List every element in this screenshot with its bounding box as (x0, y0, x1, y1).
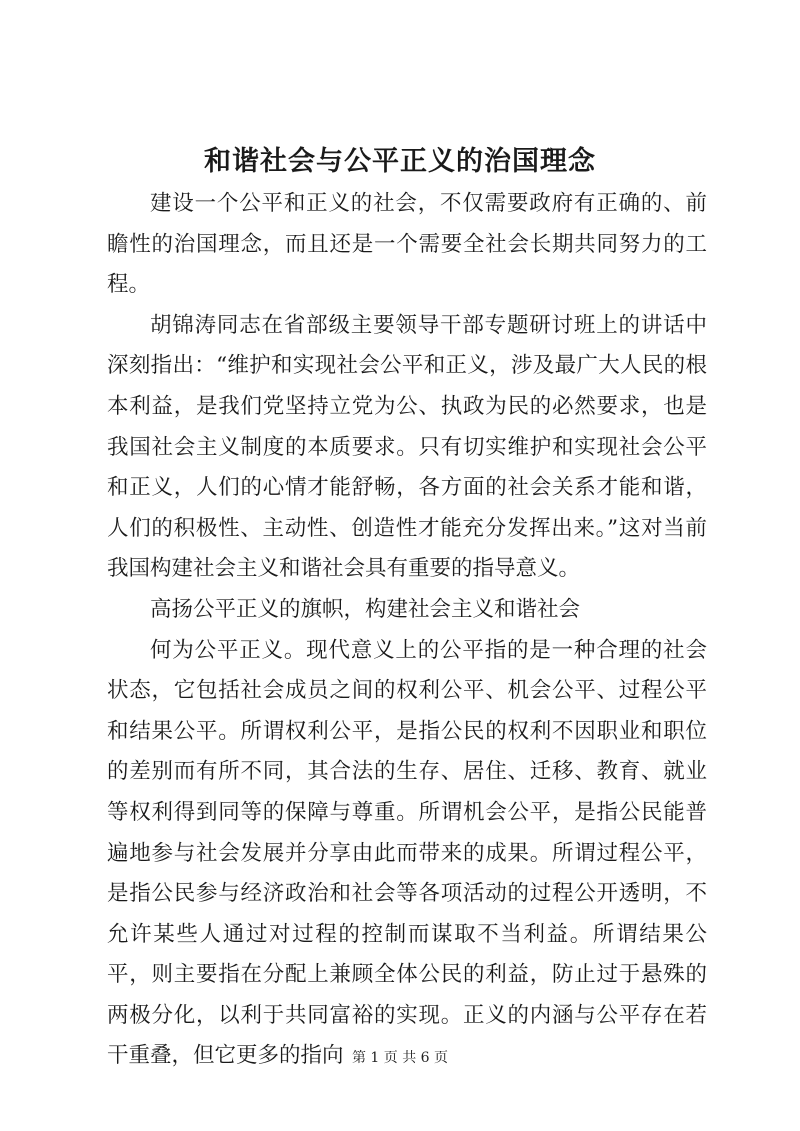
paragraph-intro: 建设一个公平和正义的社会，不仅需要政府有正确的、前瞻性的治国理念，而且还是一个需要全社会长期共同努力的工程。 (107, 191, 707, 298)
page-footer: 第 1 页 共 6 页 (351, 1050, 449, 1066)
document-title: 和谐社会与公平正义的治国理念 (204, 146, 596, 177)
paragraph-definition: 何为公平正义。现代意义上的公平指的是一种合理的社会状态，它包括社会成员之间的权利公平、机会公平、过程公平和结果公平。所谓权利公平，是指公民的权利不因职业和职位的差别而有所不同，其合法的生存、居住、迁移、教育、就业等权利得到同等的保障与尊重。所谓机会公平，是指公民能普遍地参与社会发展并分享由此而带来的成果。所谓过程公平，是指公民参与经济政治和社会等各项活动的过程公开透明，不允许某些人通过对过程的控制而谋取不当利益。所谓结果公平，则主要指在分配上兼顾全体公民的利益，防止过于悬殊的两极分化，以利于共同富裕的实现。正义的内涵与公平存在若干重叠，但它更多的指向 (107, 637, 707, 1069)
section-heading: 高扬公平正义的旗帜，构建社会主义和谐社会 (150, 596, 581, 622)
document-body (107, 184, 707, 1077)
paragraph-quote: 胡锦涛同志在省部级主要领导干部专题研讨班上的讲话中深刻指出：“维护和实现社会公平和正义，涉及最广大人民的根本利益，是我们党坚持立党为公、执政为民的必然要求，也是我国社会主义制度的本质要求。只有切实维护和实现社会公平和正义，人们的心情才能舒畅，各方面的社会关系才能和谐，人们的积极性、主动性、创造性才能充分发挥出来。”这对当前我国构建社会主义和谐社会具有重要的指导意义。 (107, 312, 707, 582)
